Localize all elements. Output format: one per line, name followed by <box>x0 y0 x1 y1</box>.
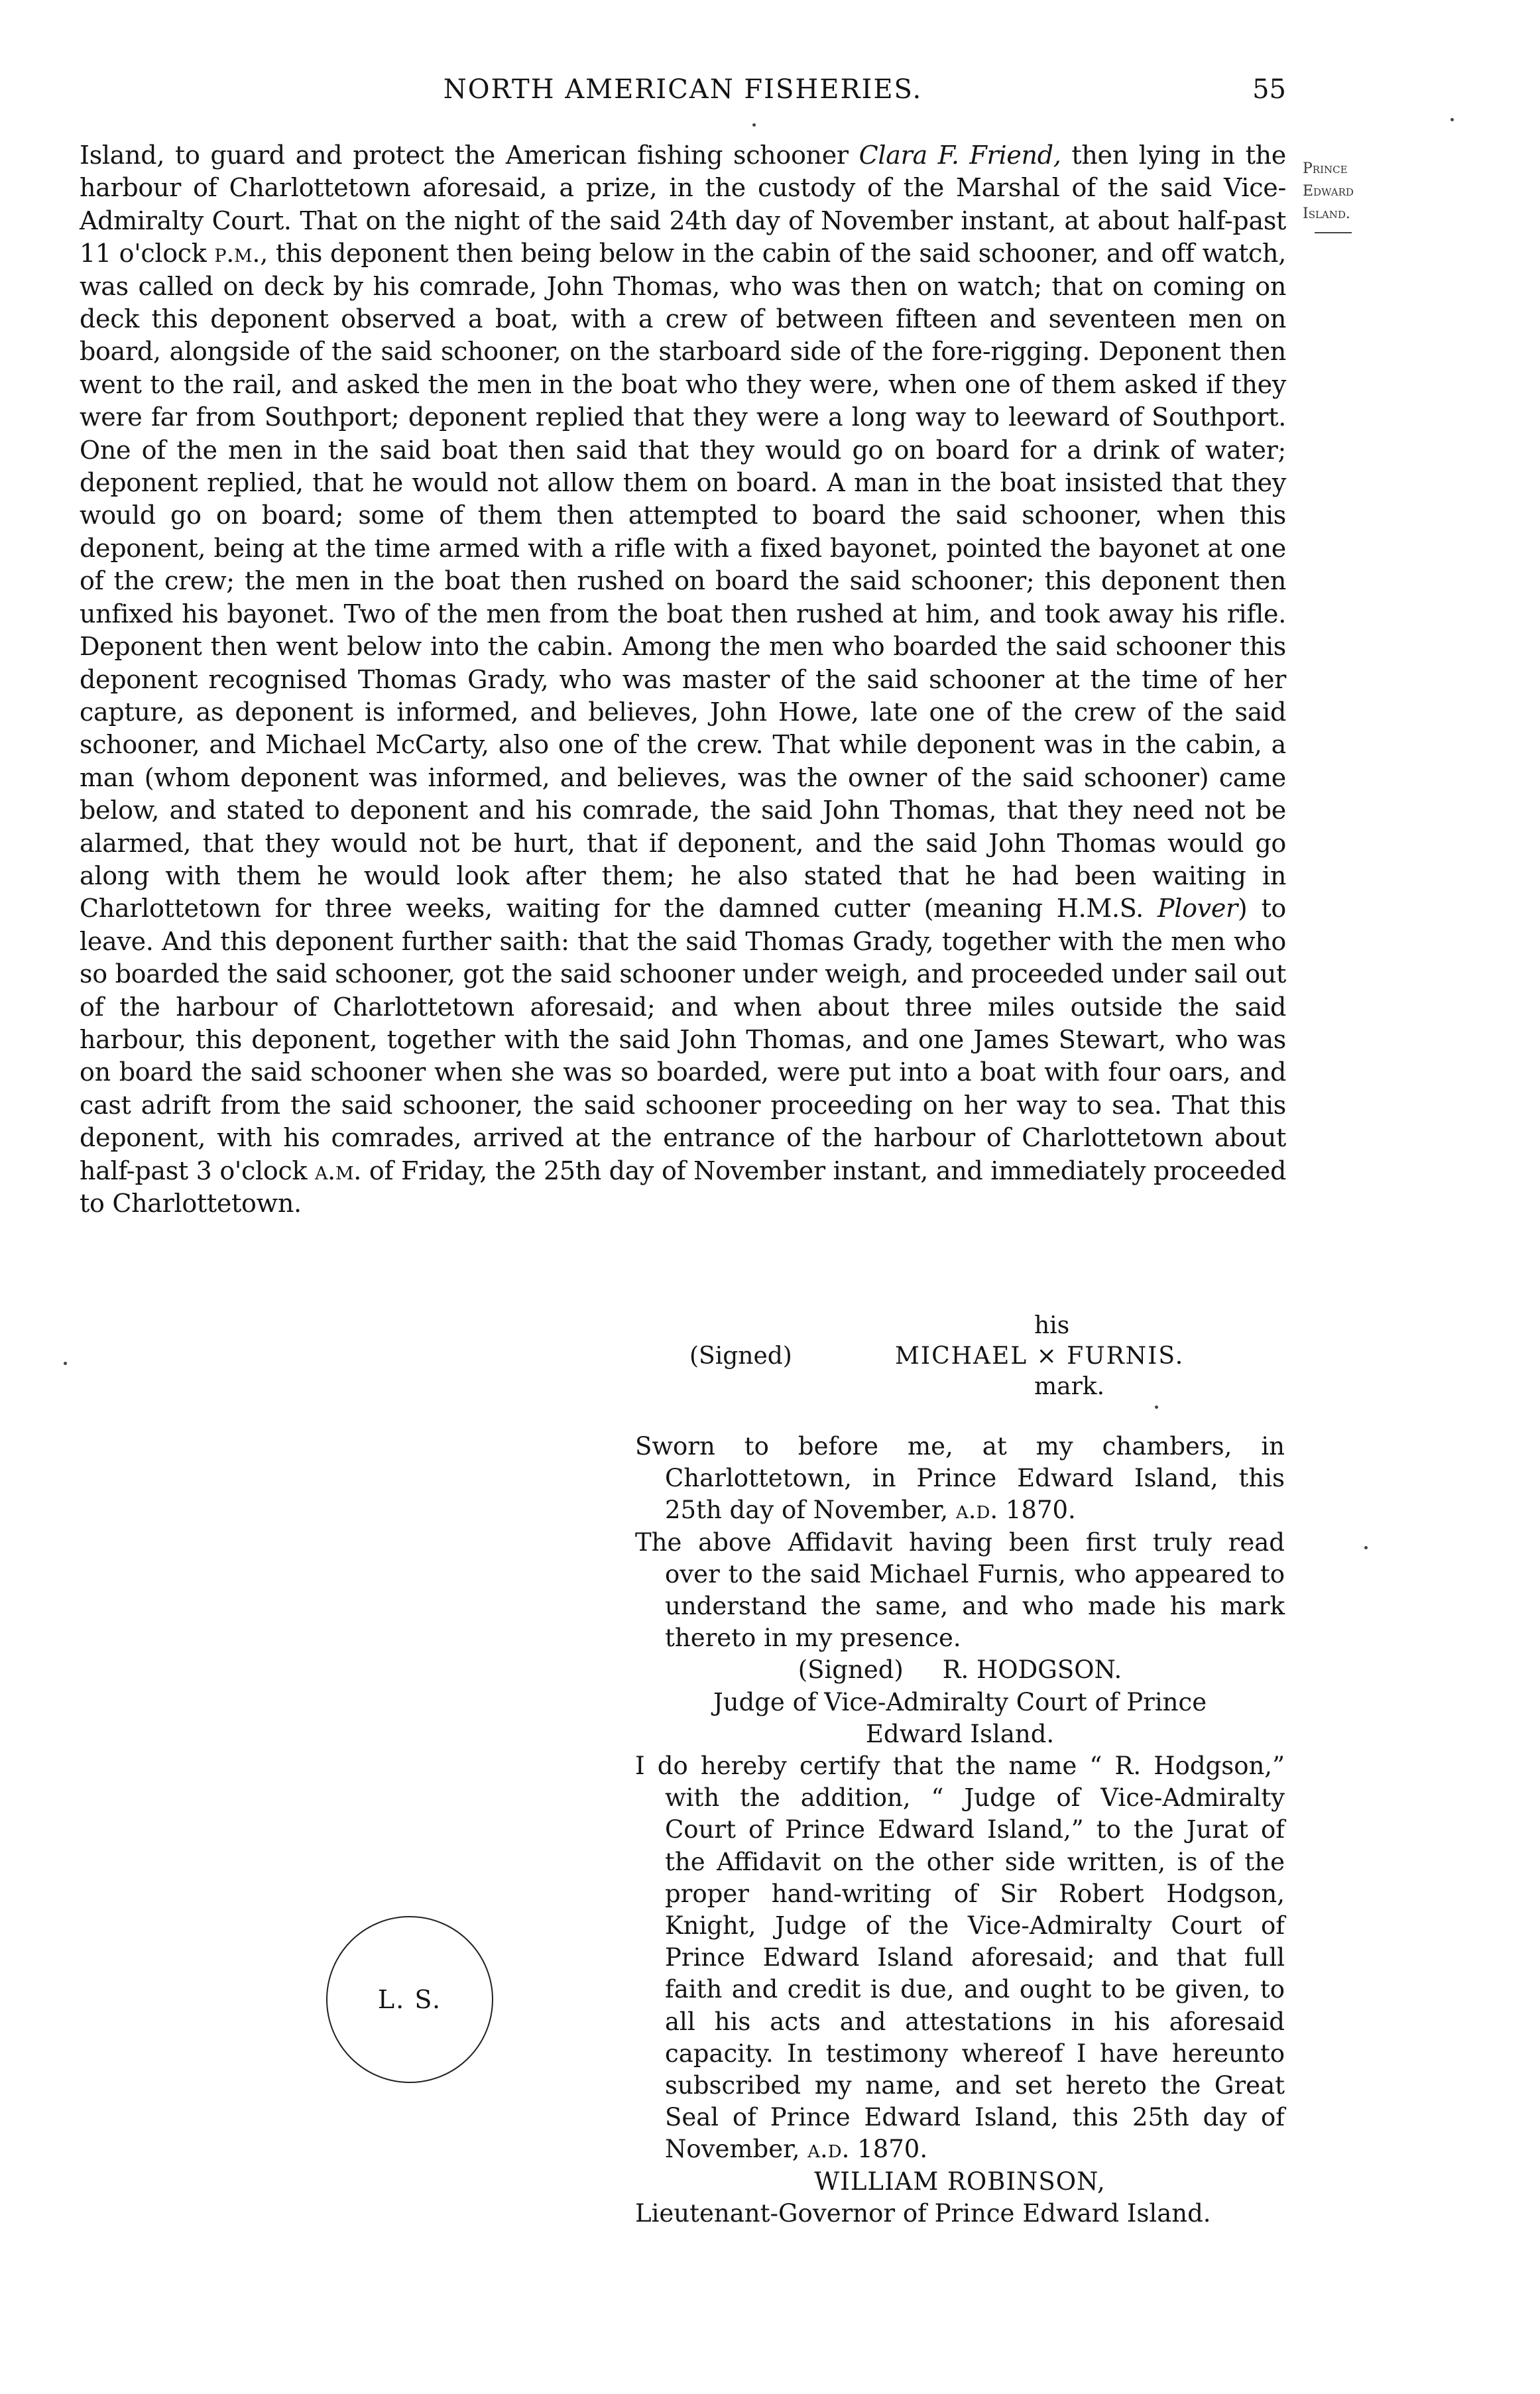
jurat-read-over: The above Affidavit having been first truly read over to the said Michael Furnis, who appeared to understand the same, and who made his mark thereto in my presence. <box>635 1527 1285 1653</box>
vessel-name: Clara F. Friend, <box>859 141 1061 170</box>
era-marker: a.d. <box>807 2135 850 2164</box>
signer-name: MICHAEL × FURNIS. <box>895 1343 1185 1370</box>
text-run: Island, to guard and protect the American fishing schooner <box>80 141 859 170</box>
margin-note-line: Prince <box>1303 160 1348 177</box>
certificate-text <box>635 1750 1285 2166</box>
page-header <box>80 74 1286 114</box>
margin-note <box>1303 158 1415 233</box>
affidavit-text <box>80 139 1286 1220</box>
jurat-sworn <box>635 1431 1285 1527</box>
print-speck <box>1155 1406 1158 1409</box>
signed-label: (Signed) <box>798 1655 904 1685</box>
text-run: of Friday, the 25th day of November instant, and immediately proceeded to Charlottetown. <box>80 1156 1286 1218</box>
page-number: 55 <box>1252 74 1286 105</box>
judge-title: Judge of Vice-Admiralty Court of Prince Edward Island. <box>713 1687 1207 1748</box>
text-run: Sworn to before me, at my chambers, in Charlottetown, in Prince Edward Island, this 25th day of November, <box>635 1432 1285 1525</box>
time-marker: a.m. <box>314 1156 362 1185</box>
print-speck <box>1451 118 1454 121</box>
text-run: 1870. <box>849 2135 928 2164</box>
governor-title: Lieutenant-Governor of Prince Edward Island. <box>635 2198 1211 2228</box>
running-head: NORTH AMERICAN FISHERIES. <box>443 74 923 105</box>
mark-label: mark. <box>1034 1373 1105 1400</box>
judge-signature <box>635 1654 1285 1686</box>
governor-name: WILLIAM ROBINSON, <box>814 2167 1106 2196</box>
text-run: then lying in the harbour of Charlottetown aforesaid, a prize, in the custody of the Marshal of the said Vice-Admiralty Court. That on the night of the said 24th day of November instant, at about half-past 11 o'clock <box>80 141 1286 269</box>
print-speck <box>64 1362 67 1365</box>
cutter-name: Plover <box>1157 894 1238 924</box>
affidavit-paragraph <box>80 139 1286 1220</box>
print-speck <box>752 123 756 127</box>
era-marker: a.d. <box>955 1496 998 1525</box>
margin-note-line: Edward <box>1303 183 1354 200</box>
text-run: I do hereby certify that the name “ R. Hodgson,” with the addition, “ Judge of Vice-Admiralty Court of Prince Edward Island,” to the Jurat of the Affidavit on the other side written, is of the proper hand-writing of Sir Robert Hodgson, Knight, Judge of the Vice-Admiralty Court of Prince Edward Island aforesaid; and that full faith and credit is due, and ought to be given, to all his acts and attestations in his aforesaid capacity. In testimony whereof I have hereunto subscribed my name, and set hereto the Great Seal of Prince Edward Island, this 25th day of November, <box>635 1752 1285 2164</box>
text-run: ) to leave. And this deponent further saith: that the said Thomas Grady, together with the men who so boarded the said schooner, got the said schooner under weigh, and proceeded under sail out of the harbour of Charlottetown aforesaid; and when about three miles outside the said harbour, this deponent, together with the said John Thomas, and one James Stewart, who was on board the said schooner when she was so boarded, were put into a boat with four oars, and cast adrift from the said schooner, the said schooner proceeding on her way to sea. That this deponent, with his comrades, arrived at the entrance of the harbour of Charlottetown about half-past 3 o'clock <box>80 894 1286 1185</box>
text-run: 1870. <box>998 1496 1076 1525</box>
time-marker: p.m. <box>214 239 261 269</box>
seal-label: L. S. <box>377 1985 442 2014</box>
his-label: his <box>1034 1312 1070 1339</box>
margin-note-rule <box>1315 232 1352 233</box>
margin-note-line: Island. <box>1303 206 1350 222</box>
judge-name: R. HODGSON. <box>942 1655 1122 1685</box>
print-speck <box>1364 1546 1368 1549</box>
text-run: , this deponent then being below in the cabin of the said schooner, and off watch, was called on deck by his comrade, John Thomas, who was then on watch; that on coming on deck this deponent observed a boat, with a crew of between fifteen and seventeen men on board, alongside of the said schooner, on the starboard side of the fore-rigging. Deponent then went to the rail, and asked the men in the boat who they were, when one of them asked if they were far from Southport; deponent replied that they were a long way to leeward of Southport. One of the men in the said boat then said that they would go on board for a drink of water; deponent replied, that he would not allow them on board. A man in the boat insisted that they would go on board; some of them then attempted to board the said schooner, when this deponent, being at the time armed with a rifle with a fixed bayonet, pointed the bayonet at one of the crew; the men in the boat then rushed on board the said schooner; this deponent then unfixed his bayonet. Two of the men from the boat then rushed at him, and took away his rifle. Deponent then went below into the cabin. Among the men who boarded the said schooner this deponent recognised Thomas Grady, who was master of the said schooner at the time of her capture, as deponent is informed, and believes, John Howe, late one of the crew of the said schooner, and Michael McCarty, also one of the crew. That while deponent was in the cabin, a man (whom deponent was informed, and believes, was the owner of the said schooner) came below, and stated to deponent and his comrade, the said John Thomas, that they need not be alarmed, that they would not be hurt, that if deponent, and the said John Thomas would go along with them he would look after them; he also stated that he had been waiting in Charlottetown for three weeks, waiting for the damned cutter (meaning H.M.S. <box>80 239 1286 924</box>
seal-circle <box>326 1916 493 2083</box>
jurat-and-certificate <box>635 1431 1285 2230</box>
signed-label: (Signed) <box>689 1343 792 1370</box>
